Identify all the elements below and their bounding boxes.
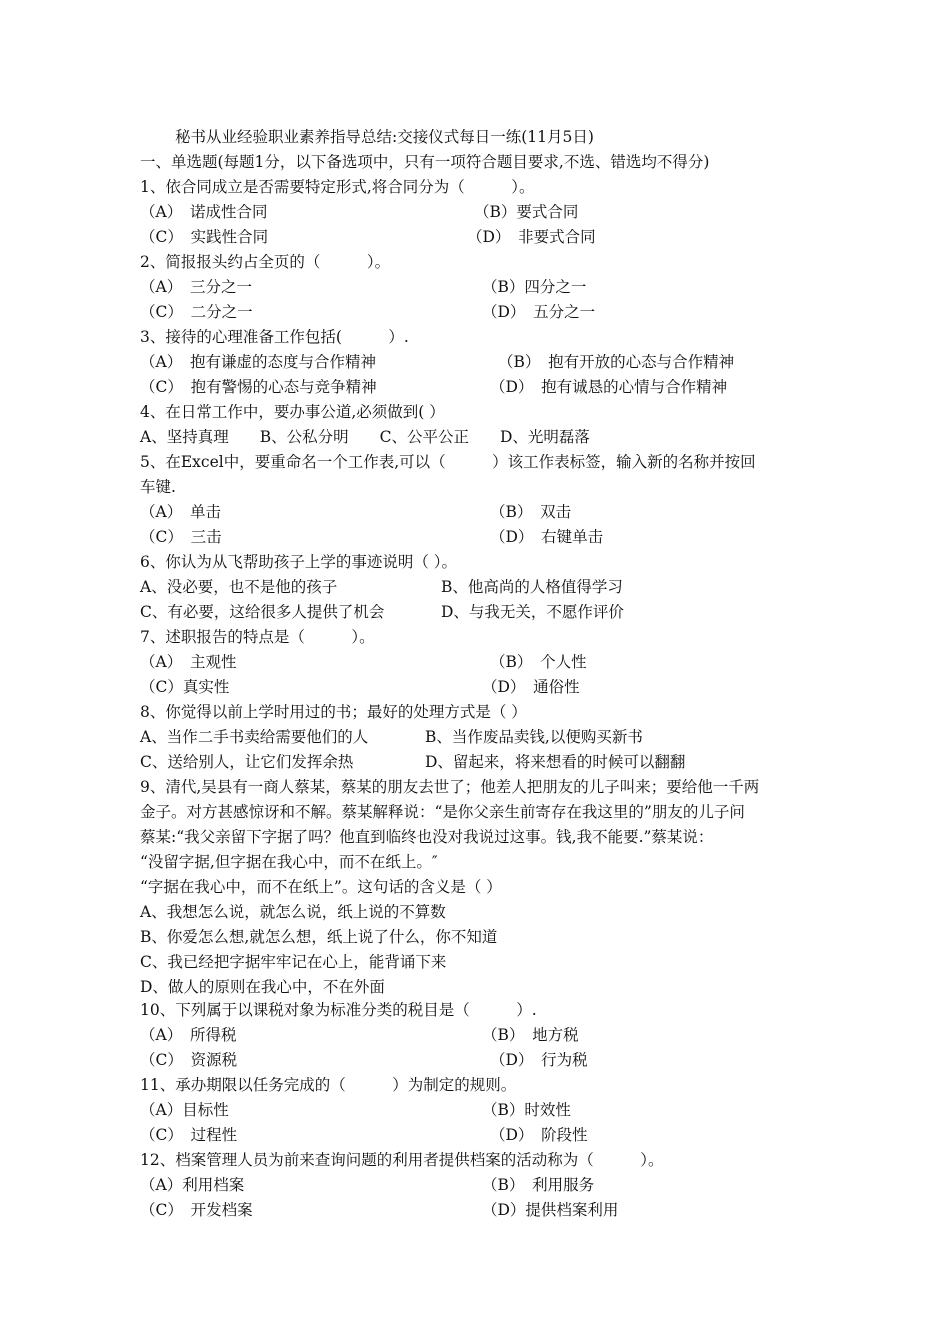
option: （C） 二分之一 [140,303,253,321]
option: （B）时效性 [482,1101,571,1119]
question-stem: “字据在我心中，而不在纸上”。这句话的含义是（ ） [140,878,502,896]
option: C、有必要，这给很多人提供了机会 [140,603,385,621]
option: （B） 个人性 [490,653,587,671]
option: D、留起来，将来想看的时候可以翻翻 [425,753,686,771]
option: （C） 实践性合同 [140,228,269,246]
option: （A） 主观性 [140,653,237,671]
option: （C） 抱有警惕的心态与竞争精神 [140,378,377,396]
question-stem: 12、档案管理人员为前来查询问题的利用者提供档案的活动称为（ ）。 [140,1151,664,1169]
question-stem-continued: 车键. [140,478,176,496]
option: （B） 利用服务 [482,1176,595,1194]
option: （D） 五分之一 [482,303,596,321]
option: （A）利用档案 [140,1176,245,1194]
question-stem: 4、在日常工作中，要办事公道,必须做到( ） [140,403,445,421]
option: （B）四分之一 [482,278,587,296]
option: D、做人的原则在我心中，不在外面 [140,978,385,996]
option: （C） 资源税 [140,1051,238,1069]
option: （B） 双击 [490,503,572,521]
inline-options: A、坚持真理 B、公私分明 C、公平公正 D、光明磊落 [140,428,590,446]
question-stem: 5、在Excel中，要重命名一个工作表,可以（ ）该工作表标签，输入新的名称并按回 [140,453,756,471]
passage-line: 蔡某:“我父亲留下字据了吗？他直到临终也没对我说过这事。钱,我不能要.”蔡某说： [140,828,714,846]
option: （D） 阶段性 [490,1126,588,1144]
document-title: 秘书从业经验职业素养指导总结:交接仪式每日一练(11月5日) [175,128,594,146]
option: （C） 三击 [140,528,222,546]
option: （A） 所得税 [140,1026,237,1044]
question-stem: 1、依合同成立是否需要特定形式,将合同分为（ ）。 [140,178,535,196]
option: （D） 右键单击 [490,528,604,546]
option: （A）目标性 [140,1101,229,1119]
option: B、他高尚的人格值得学习 [441,578,623,596]
option: （D） 抱有诚恳的心情与合作精神 [490,378,728,396]
option: C、我已经把字据牢牢记在心上，能背诵下来 [140,953,447,971]
option: （D）提供档案利用 [482,1201,619,1219]
question-stem: 10、下列属于以课税对象为标准分类的税目是（ ）. [140,1001,537,1019]
option: （D） 行为税 [490,1051,588,1069]
option: （A） 抱有谦虚的态度与合作精神 [140,353,376,371]
option: D、与我无关，不愿作评价 [441,603,624,621]
passage-line: 9、清代,吴县有一商人蔡某，蔡某的朋友去世了；他差人把朋友的儿子叫来；要给他一千两 [140,778,760,796]
option: （A） 三分之一 [140,278,252,296]
option: （D） 非要式合同 [467,228,596,246]
option: （B）要式合同 [474,203,579,221]
option: （A） 诺成性合同 [140,203,268,221]
question-stem: 11、承办期限以任务完成的（ ）为制定的规则。 [140,1076,517,1094]
passage-line: “没留字据,但字据在我心中，而不在纸上。″ [140,853,438,871]
question-stem: 7、述职报告的特点是（ ）。 [140,628,375,646]
option: A、没必要，也不是他的孩子 [140,578,338,596]
option: （B） 抱有开放的心态与合作精神 [498,353,735,371]
passage-line: 金子。对方甚感惊讶和不解。蔡某解释说：“是你父亲生前寄存在我这里的”朋友的儿子问 [140,803,745,821]
option: （C） 开发档案 [140,1201,253,1219]
option: （C） 过程性 [140,1126,238,1144]
section-heading: 一、单选题(每题1分，以下备选项中，只有一项符合题目要求,不选、错选均不得分) [140,153,710,171]
option: A、我想怎么说，就怎么说，纸上说的不算数 [140,903,446,921]
option: C、送给别人，让它们发挥余热 [140,753,354,771]
option: B、你爱怎么想,就怎么想，纸上说了什么，你不知道 [140,928,498,946]
question-stem: 8、你觉得以前上学时用过的书；最好的处理方式是（ ） [140,703,527,721]
question-stem: 3、接待的心理准备工作包括( ）. [140,328,409,346]
option: A、当作二手书卖给需要他们的人 [140,728,369,746]
option: （C）真实性 [140,678,230,696]
question-stem: 2、简报报头约占全页的（ ）。 [140,253,391,271]
option: （B） 地方税 [482,1026,579,1044]
option: （D） 通俗性 [482,678,580,696]
option: （A） 单击 [140,503,221,521]
question-stem: 6、你认为从飞帮助孩子上学的事迹说明（ ）。 [140,553,458,571]
option: B、当作废品卖钱,以便购买新书 [425,728,643,746]
